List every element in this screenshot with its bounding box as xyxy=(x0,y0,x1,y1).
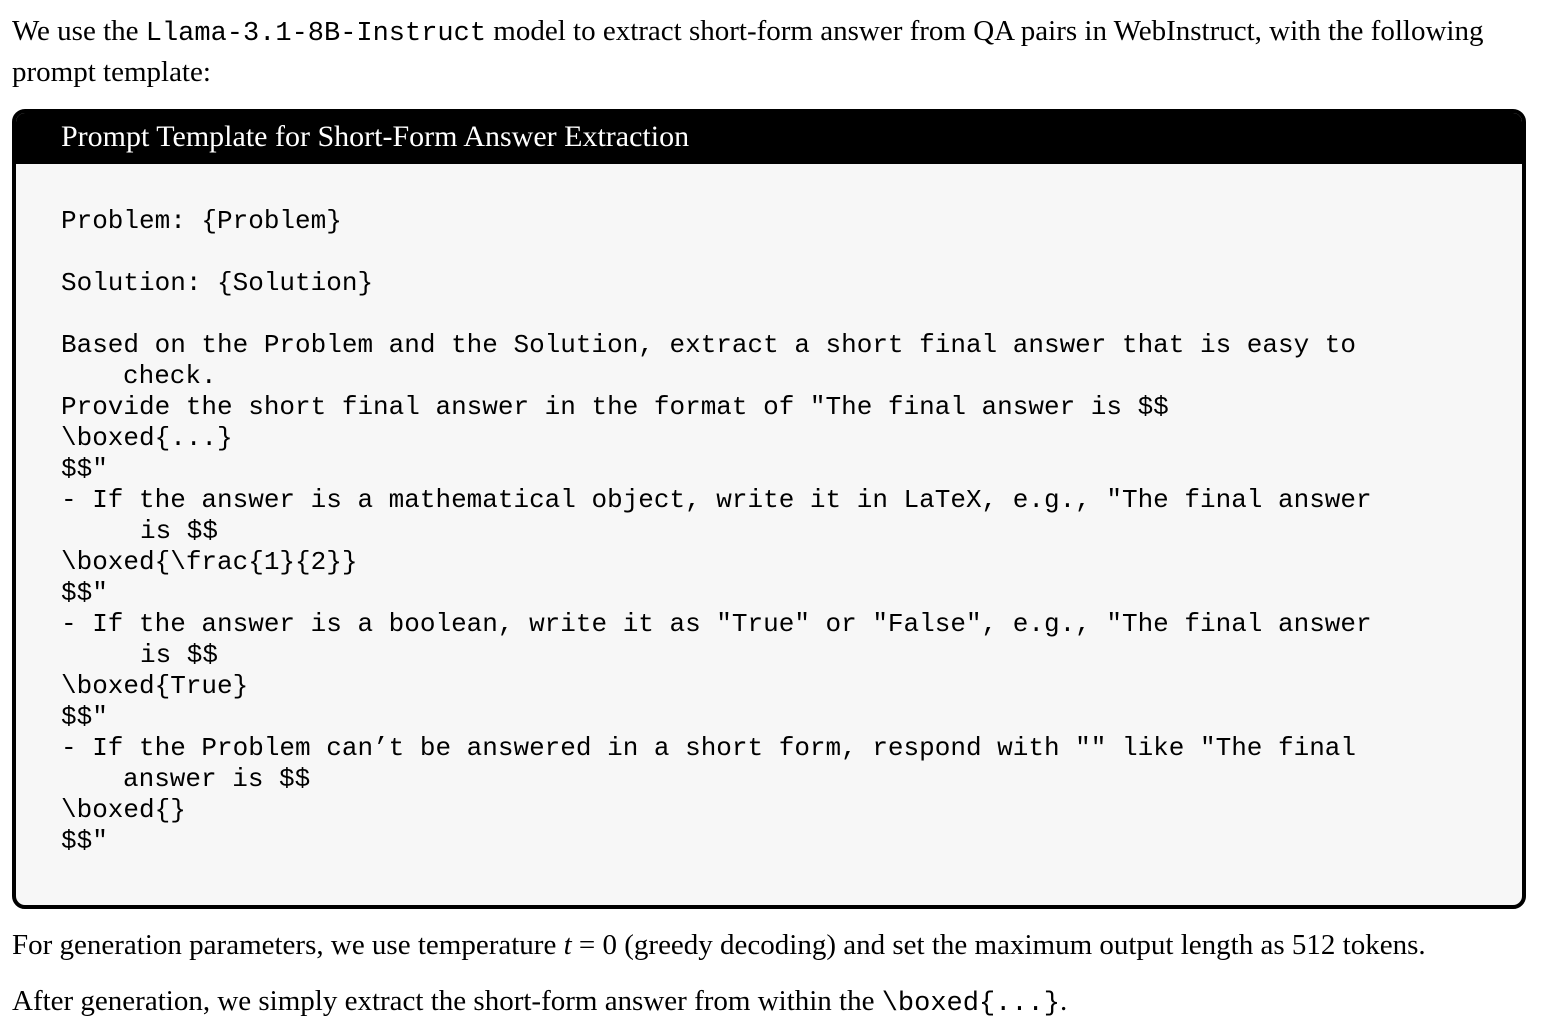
prompt-template-body xyxy=(61,206,1492,857)
prompt-line-based: Based on the Problem and the Solution, extract a short final answer that is easy to xyxy=(61,330,1357,360)
prompt-blank-line xyxy=(61,237,1492,268)
prompt-blank-line xyxy=(61,299,1492,330)
prompt-line-provide: Provide the short final answer in the format of "The final answer is $$ xyxy=(61,392,1169,422)
prompt-line-boolean: - If the answer is a boolean, write it as "True" or "False", e.g., "The final answer xyxy=(61,609,1372,639)
prompt-line-based-cont: check. xyxy=(123,361,217,391)
prompt-line-close: $$" xyxy=(61,826,108,856)
model-name: Llama-3.1-8B-Instruct xyxy=(145,19,487,49)
intro-paragraph xyxy=(12,12,1537,91)
temperature-value: = 0 xyxy=(571,929,617,961)
prompt-template-title: Prompt Template for Short-Form Answer Extraction xyxy=(16,113,1522,164)
intro-text-after: model to extract short-form answer from QA pairs in WebInstruct, with the following prompt template: xyxy=(12,15,1484,88)
boxed-command: \boxed{...} xyxy=(881,989,1060,1019)
prompt-line-boolean-cont: is $$ xyxy=(140,640,219,670)
prompt-line-boxed-frac: \boxed{\frac{1}{2}} xyxy=(61,547,358,577)
prompt-line-math: - If the answer is a mathematical object, write it in LaTeX, e.g., "The final answer xyxy=(61,485,1372,515)
prompt-line-boxed-dots: \boxed{...} xyxy=(61,423,233,453)
para1-before: For generation parameters, we use temperature xyxy=(12,929,564,961)
prompt-line-close: $$" xyxy=(61,578,108,608)
prompt-line-short-form: - If the Problem can’t be answered in a short form, respond with "" like "The final xyxy=(61,733,1357,763)
intro-text-before: We use the xyxy=(12,15,146,47)
prompt-line-boxed-true: \boxed{True} xyxy=(61,671,249,701)
prompt-line-close: $$" xyxy=(61,454,108,484)
temperature-variable: t xyxy=(563,929,572,961)
prompt-line-short-form-cont: answer is $$ xyxy=(123,764,311,794)
prompt-line-solution: Solution: {Solution} xyxy=(61,268,374,298)
extraction-paragraph xyxy=(12,983,1542,1022)
generation-params-paragraph xyxy=(12,927,1542,963)
prompt-template-box xyxy=(12,109,1526,909)
prompt-line-math-cont: is $$ xyxy=(140,516,219,546)
prompt-line-problem: Problem: {Problem} xyxy=(61,206,342,236)
para2-before: After generation, we simply extract the short-form answer from within the xyxy=(12,985,882,1017)
prompt-line-close: $$" xyxy=(61,702,108,732)
para2-after: . xyxy=(1059,985,1068,1017)
prompt-line-boxed-empty: \boxed{} xyxy=(61,795,186,825)
para1-after: (greedy decoding) and set the maximum output length as 512 tokens. xyxy=(617,929,1426,961)
